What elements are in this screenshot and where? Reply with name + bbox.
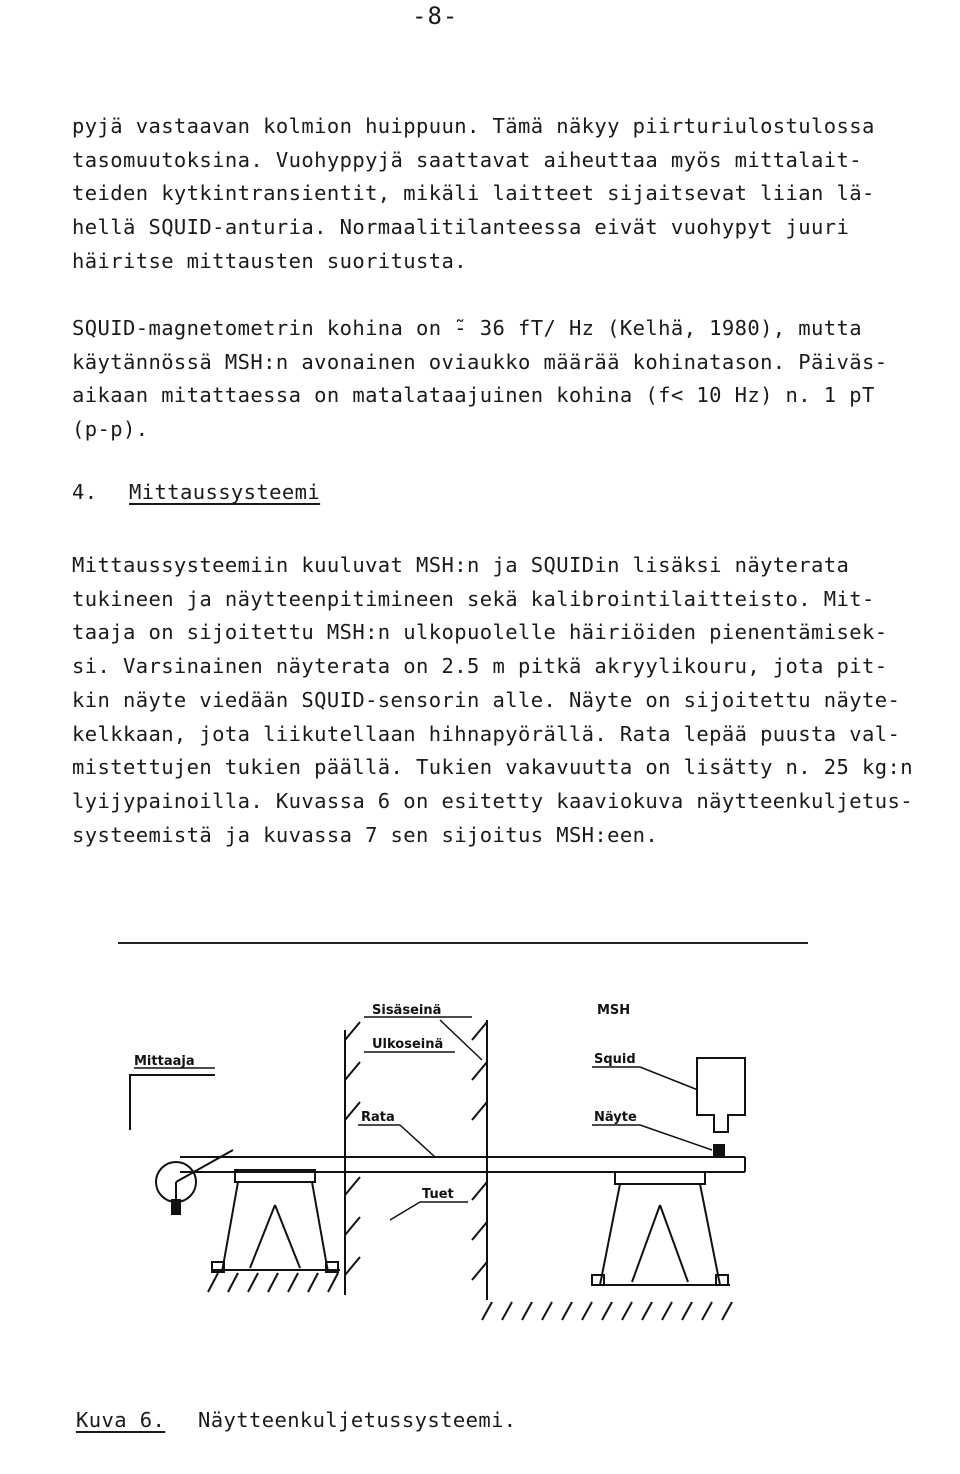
text-line: kelkkaan, jota liikutellaan hihnapyörällä. Rata lepää puusta val- [72, 721, 901, 746]
squid-dewar [697, 1058, 745, 1132]
caption-label: Kuva 6. [76, 1408, 166, 1432]
text-line: aikaan mitattaessa on matalataajuinen kohina (f< 10 Hz) n. 1 pT [72, 383, 875, 408]
label-squid: Squid [594, 1052, 636, 1067]
outer-wall [345, 1022, 360, 1295]
label-operator: Mittaaja [134, 1054, 195, 1069]
text-line: käytännössä MSH:n avonainen oviaukko määrää kohinatason. Päiväs- [72, 349, 888, 374]
text-line: SQUID-magnetometrin kohina on ̃- 36 fT/ Hz (Kelhä, 1980), mutta [72, 316, 863, 340]
label-track: Rata [361, 1110, 395, 1125]
text-line: tasomuutoksina. Vuohyppyjä saattavat aiheuttaa myös mittalait- [72, 147, 863, 172]
pulley-wheel [156, 1150, 233, 1215]
label-msh: MSH [597, 1003, 631, 1018]
text-line: lyijypainoilla. Kuvassa 6 on esitetty kaaviokuva näytteenkuljetus- [72, 788, 913, 813]
text-line: tukineen ja näytteenpitimineen sekä kalibrointilaitteisto. Mit- [72, 586, 875, 611]
inner-wall [472, 1020, 487, 1300]
label-outer-wall: Ulkoseinä [372, 1037, 444, 1052]
support-stand-right [482, 1172, 732, 1320]
text-line: pyjä vastaavan kolmion huippuun. Tämä näkyy piirturiulostulossa [72, 114, 875, 138]
label-sample: Näyte [594, 1110, 637, 1125]
text-line: kin näyte viedään SQUID-sensorin alle. Näyte on sijoitettu näyte- [72, 687, 901, 712]
caption-text: Näytteenkuljetussysteemi. [198, 1408, 517, 1432]
sample-marker [714, 1145, 724, 1155]
figure-caption [76, 1408, 517, 1432]
text-line: mistettujen tukien päällä. Tukien vakavuutta on lisätty n. 25 kg:n [72, 755, 913, 780]
text-line: taaja on sijoitettu MSH:n ulkopuolelle häiriöiden pienentämisek- [72, 620, 888, 645]
text-line: (p-p). [72, 417, 149, 442]
support-stand-left [208, 1170, 340, 1292]
text-line: Mittaussysteemiin kuuluvat MSH:n ja SQUIDin lisäksi näyterata [72, 553, 850, 577]
text-line: hellä SQUID-anturia. Normaalitilanteessa eivät vuohypyt juuri [72, 215, 850, 240]
text-line: systeemistä ja kuvassa 7 sen sijoitus MSH:een. [72, 822, 659, 847]
section-title: Mittaussysteemi [129, 480, 321, 504]
label-inner-wall: Sisäseinä [372, 1003, 442, 1018]
operator-stand [130, 1075, 215, 1130]
text-line: häiritse mittausten suoritusta. [72, 248, 468, 273]
page-number: -8- [412, 2, 459, 30]
label-supports: Tuet [422, 1187, 454, 1202]
text-line: teiden kytkintransientit, mikäli laitteet sijaitsevat liian lä- [72, 181, 875, 206]
section-number: 4. [72, 480, 98, 504]
text-line: si. Varsinainen näyterata on 2.5 m pitkä akryylikouru, jota pit- [72, 654, 888, 679]
